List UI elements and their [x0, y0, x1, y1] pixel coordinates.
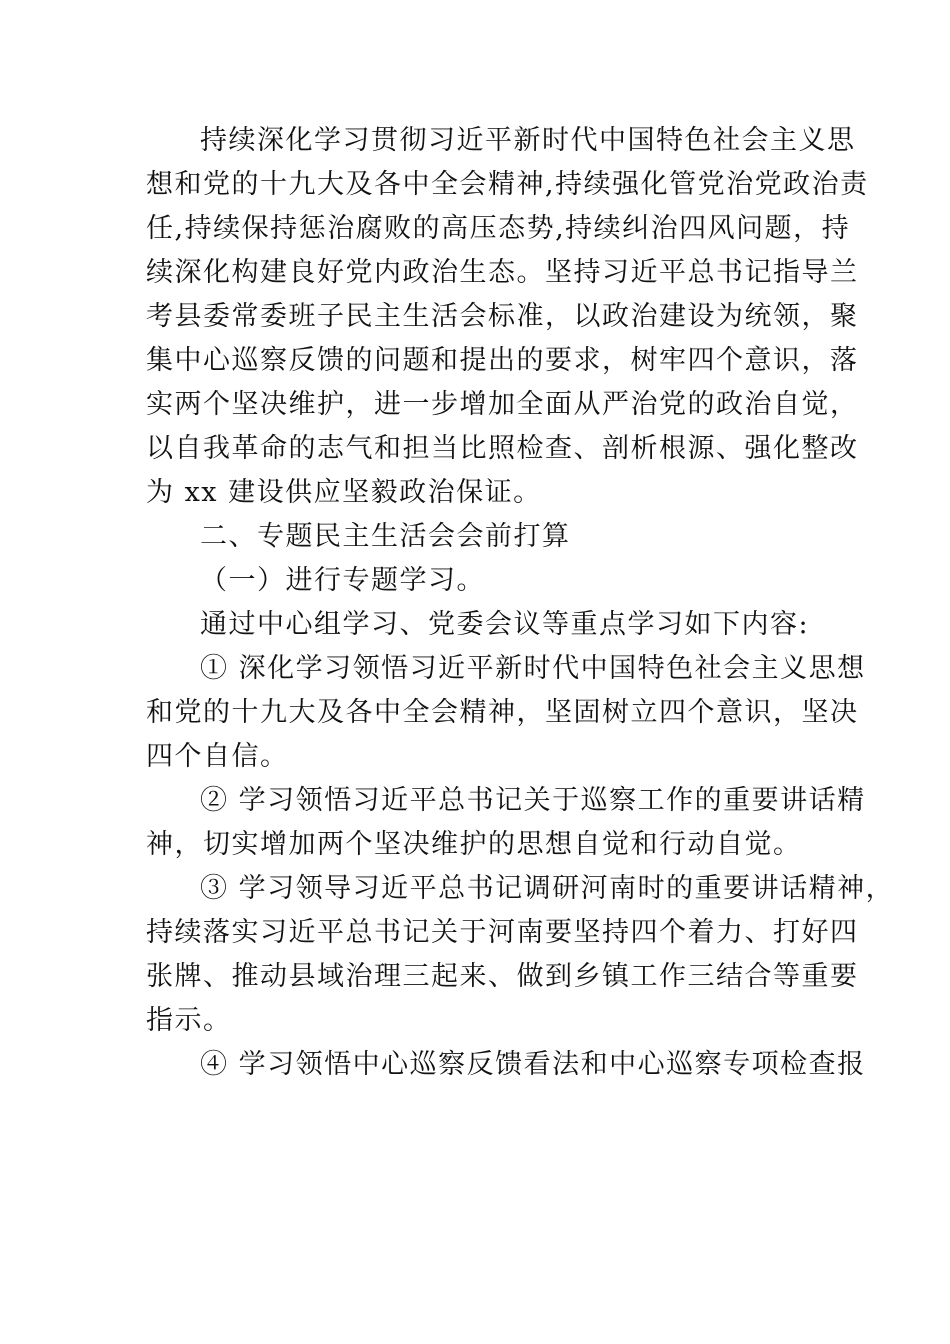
paragraph-line: 想和党的十九大及各中全会精神,持续强化管党治党政治责 — [146, 169, 869, 200]
paragraph-line: 持续深化学习贯彻习近平新时代中国特色社会主义思 — [200, 125, 856, 156]
list-item-line: ② 学习领悟习近平总书记关于巡察工作的重要讲话精 — [200, 785, 866, 816]
list-item-line: 张牌、推动县域治理三起来、做到乡镇工作三结合等重要 — [146, 961, 859, 992]
list-item-line: 和党的十九大及各中全会精神，坚固树立四个意识，坚决 — [146, 697, 859, 728]
list-item-line: 持续落实习近平总书记关于河南要坚持四个着力、打好四 — [146, 917, 859, 948]
section-heading: 二、专题民主生活会会前打算 — [200, 521, 571, 552]
list-item-line: ① 深化学习领悟习近平新时代中国特色社会主义思想 — [200, 653, 866, 684]
paragraph-line: 通过中心组学习、党委会议等重点学习如下内容: — [200, 609, 810, 640]
paragraph-line: 集中心巡察反馈的问题和提出的要求，树牢四个意识，落 — [146, 345, 859, 376]
list-item-line: 神，切实增加两个坚决维护的思想自觉和行动自觉。 — [146, 829, 802, 860]
list-item-line: ③ 学习领导习近平总书记调研河南时的重要讲话精神， — [200, 873, 895, 904]
list-item-line: 指示。 — [146, 1005, 232, 1036]
paragraph-line: 为 xx 建设供应坚毅政治保证。 — [146, 477, 542, 508]
paragraph-line: 考县委常委班子民主生活会标准，以政治建设为统领，聚 — [146, 301, 859, 332]
paragraph-line: 续深化构建良好党内政治生态。坚持习近平总书记指导兰 — [146, 257, 859, 288]
subsection-heading: （一）进行专题学习。 — [200, 565, 485, 596]
list-item-line: 四个自信。 — [146, 741, 289, 772]
paragraph-line: 实两个坚决维护，进一步增加全面从严治党的政治自觉， — [146, 389, 859, 420]
paragraph-line: 任,持续保持惩治腐败的高压态势,持续纠治四风问题，持 — [146, 213, 851, 244]
paragraph-line: 以自我革命的志气和担当比照检查、剖析根源、强化整改 — [146, 433, 859, 464]
list-item-line: ④ 学习领悟中心巡察反馈看法和中心巡察专项检查报 — [200, 1049, 866, 1080]
